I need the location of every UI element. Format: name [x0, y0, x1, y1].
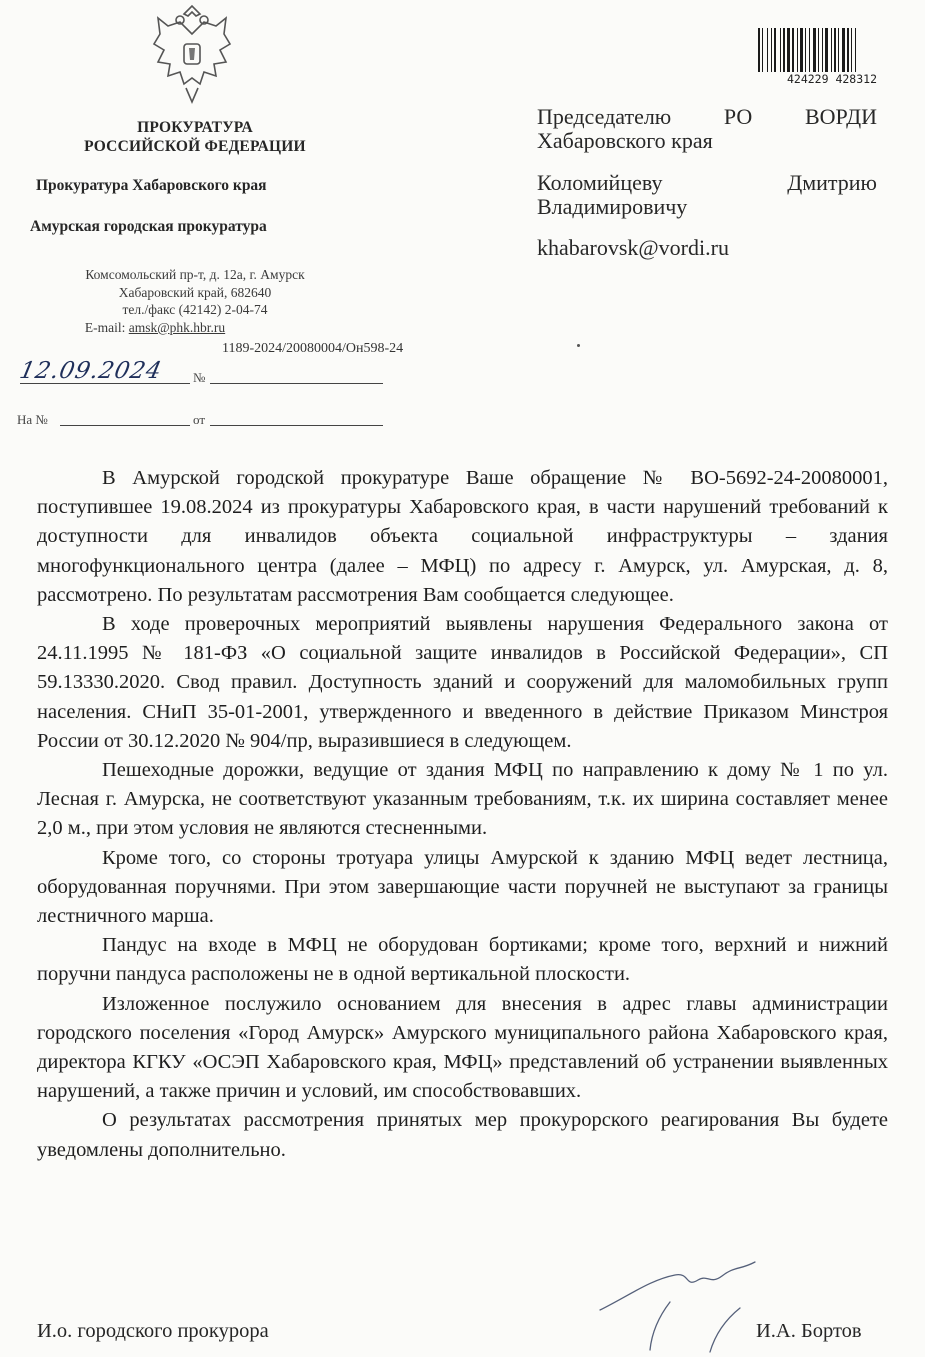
- handwritten-date: 12.09.2024: [17, 358, 165, 384]
- barcode-bar: [813, 28, 816, 72]
- sender-address: [30, 266, 360, 336]
- recipient-first-name: Дмитрию: [787, 170, 877, 195]
- barcode-number: 424229 428312: [760, 72, 904, 86]
- email-label: E-mail:: [84, 319, 129, 335]
- reference-line: [60, 425, 190, 426]
- coat-of-arms-emblem: [150, 4, 234, 108]
- recipient-line-1: [537, 105, 877, 129]
- barcode-bar: [800, 28, 803, 72]
- barcode-bar: [787, 28, 790, 72]
- barcode-bar: [822, 28, 823, 72]
- barcode-bar: [842, 28, 845, 72]
- signer-name: И.А. Бортов: [756, 1320, 862, 1342]
- barcode-bar: [825, 28, 828, 72]
- recipient-email[interactable]: khabarovsk@vordi.ru: [537, 235, 729, 260]
- barcode-bar: [851, 28, 852, 72]
- barcode-bar: [809, 28, 810, 72]
- barcode-bar: [847, 28, 849, 72]
- recipient-word-2: РО: [723, 104, 753, 129]
- barcode-bar: [762, 28, 763, 72]
- number-label: №: [193, 370, 206, 385]
- sender-email-link[interactable]: amsk@phk.hbr.ru: [128, 319, 226, 335]
- barcode-bar: [818, 28, 819, 72]
- recipient-surname: Коломийцеву: [537, 170, 663, 195]
- body-paragraph-4: Кроме того, со стороны тротуара улицы Амурской к зданию МФЦ ведет лестница, оборудованная поручнями. При этом завершающие части поручней не выступают за границы лестничного марша.: [37, 846, 888, 928]
- address-line-2: Хабаровский край, 682640: [118, 284, 272, 300]
- recipient-word-3: ВОРДИ: [804, 104, 878, 129]
- body-paragraph-3: Пешеходные дорожки, ведущие от здания МФЦ по направлению к дому № 1 по ул. Лесная г. Амурска, не соответствуют указанным требованиям, т.к. их ширина составляет менее 2,0 м., при этом условия не являются стесненными.: [37, 759, 888, 840]
- regional-prosecutor-name: Прокуратура Хабаровского края: [36, 177, 267, 194]
- barcode-bar: [831, 28, 832, 72]
- registration-number: 1189-2024/20080004/Он598-24: [222, 341, 404, 356]
- barcode-bar: [783, 28, 785, 72]
- organization-heading-line-1: ПРОКУРАТУРА: [137, 119, 253, 136]
- barcode-bar: [805, 28, 806, 72]
- body-paragraph-1: В Амурской городской прокуратуре Ваше обращение № ВО-5692-24-20080001, поступившее 19.08.2024 из прокуратуры Хабаровского края, в части нарушений требований к доступности для инвалидов объекта социальной инфраструктуры – здания многофункционального центра (далее – МФЦ) по адресу г. Амурск, ул. Амурская, д. 8, рассмотрено. По результатам рассмотрения Вам сообщается следующее.: [37, 467, 888, 606]
- barcode-bar: [855, 28, 856, 72]
- barcode-bar: [767, 28, 768, 72]
- barcode-bar: [792, 28, 794, 72]
- body-paragraph-5: Пандус на входе в МФЦ не оборудован бортиками; кроме того, верхний и нижний поручни пандуса расположены не в одной вертикальной плоскости.: [37, 934, 888, 986]
- recipient-patronymic: Владимировичу: [537, 194, 688, 219]
- body-paragraph-7: О результатах рассмотрения принятых мер прокурорского реагирования Вы будете уведомлены дополнительно.: [37, 1109, 888, 1161]
- barcode-bar: [838, 28, 839, 72]
- reference-label: На №: [17, 412, 48, 427]
- scan-dot: [577, 344, 580, 347]
- barcode-bar: [797, 28, 798, 72]
- email-line: [30, 319, 360, 337]
- barcode-bar: [774, 28, 776, 72]
- address-line-1: Комсомольский пр-т, д. 12а, г. Амурск: [85, 267, 305, 282]
- barcode-bar: [780, 28, 781, 72]
- recipient-line-2: Хабаровского края: [537, 128, 713, 153]
- city-prosecutor-name: Амурская городская прокуратура: [30, 218, 267, 235]
- signer-position: И.о. городского прокурора: [37, 1320, 269, 1342]
- date-line: [20, 383, 190, 384]
- letter-body: [37, 464, 888, 1165]
- barcode-bar: [834, 28, 836, 72]
- from-label: от: [193, 412, 206, 427]
- recipient-word-1: Председателю: [537, 104, 672, 129]
- organization-heading-line-2: РОССИЙСКОЙ ФЕДЕРАЦИИ: [84, 138, 306, 155]
- address-line-3: тел./факс (42142) 2-04-74: [122, 302, 268, 317]
- barcode-bar: [771, 28, 772, 72]
- barcode-bar: [758, 28, 760, 72]
- recipient-line-3: [537, 171, 877, 195]
- number-line: [210, 383, 383, 384]
- body-paragraph-2: В ходе проверочных мероприятий выявлены нарушения Федерального закона от 24.11.1995 № 181-ФЗ «О социальной защите инвалидов в Российской Федерации», СП 59.13330.2020. Свод правил. Доступность зданий и сооружений для маломобильных групп населения. СНиП 35-01-2001, утвержденного и введенного в действие Приказом Минстроя России от 30.12.2020 № 904/пр, выразившиеся в следующем.: [37, 613, 888, 752]
- from-line: [210, 425, 383, 426]
- body-paragraph-6: Изложенное послужило основанием для внесения в адрес главы администрации городского поселения «Город Амурск» Амурского муниципального района Хабаровского края, директора КГКУ «ОСЭП Хабаровского края, МФЦ» представлений об устранении выявленных нарушений, а также причин и условий, им способствовавших.: [37, 992, 888, 1103]
- organization-heading: [56, 118, 334, 156]
